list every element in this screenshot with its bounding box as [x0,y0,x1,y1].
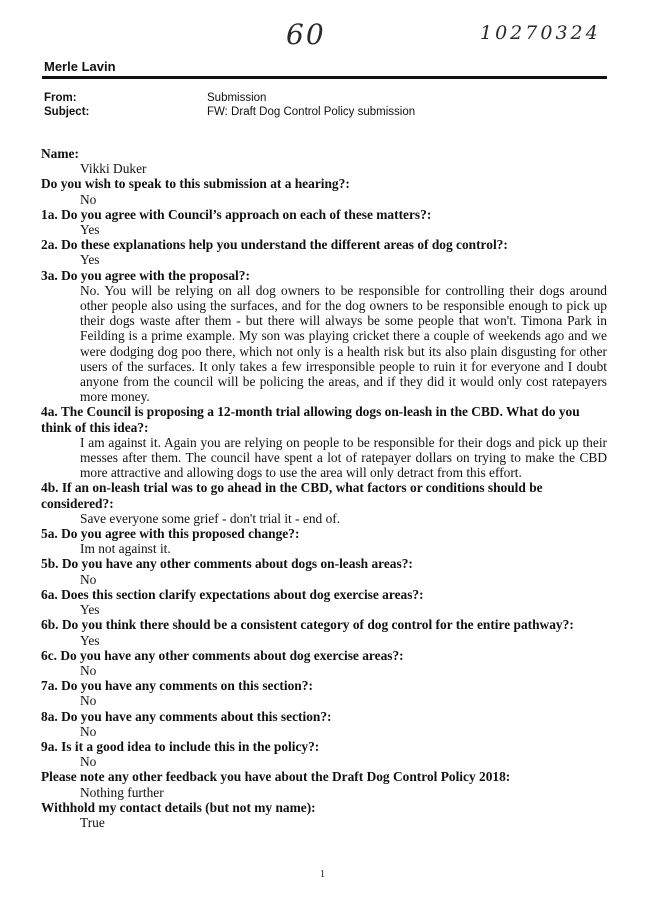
answer-4a: I am against it. Again you are relying on people to be responsible for their dogs and pick up their messes after them. The council have spent a lot of ratepayer dollars on trying to make the CBD more attractive and allowing dogs to use the area will only detract from this effort. [80,434,607,481]
question-6b: 6b. Do you think there should be a consistent category of dog control for the entire pathway?: [41,617,574,633]
handwritten-reference-number: 10270324 [480,22,601,44]
sender-name: Merle Lavin [44,59,116,74]
question-2a: 2a. Do these explanations help you understand the different areas of dog control?: [41,237,508,253]
question-3a: 3a. Do you agree with the proposal?: [41,267,250,283]
handwritten-page-number: 60 [286,18,326,51]
question-8a: 8a. Do you have any comments about this section?: [41,708,332,724]
answer-4b: Save everyone some grief - don't trial it - end of. [80,510,341,526]
answer-8a: No [80,723,97,739]
answer-5a: Im not against it. [80,541,171,557]
name-value: Vikki Duker [80,161,147,177]
withhold-question: Withhold my contact details (but not my name): [41,799,316,815]
hearing-answer: No [80,191,97,207]
answer-9a: No [80,754,97,770]
feedback-question: Please note any other feedback you have about the Draft Dog Control Policy 2018: [41,769,511,785]
answer-6b: Yes [80,632,100,648]
question-1a: 1a. Do you agree with Council’s approach on each of these matters?: [41,206,432,222]
header-divider [42,76,607,79]
from-label: From: [44,92,77,104]
subject-label: Subject: [44,106,90,118]
question-4b: 4b. If an on-leash trial was to go ahead in the CBD, what factors or conditions should be considered?: [41,480,543,511]
feedback-answer: Nothing further [80,784,164,800]
from-value: Submission [207,92,267,104]
question-6a: 6a. Does this section clarify expectations about dog exercise areas?: [41,586,424,602]
hearing-question: Do you wish to speak to this submission at a hearing?: [41,176,350,192]
answer-1a: Yes [80,222,100,238]
question-4a: 4a. The Council is proposing a 12-month trial allowing dogs on-leash in the CBD. What do you think of this idea?: [41,404,580,435]
answer-6c: No [80,662,97,678]
answer-2a: Yes [80,252,100,268]
question-7a: 7a. Do you have any comments on this section?: [41,678,313,694]
subject-value: FW: Draft Dog Control Policy submission [207,106,416,118]
withhold-answer: True [80,814,105,830]
answer-6a: Yes [80,602,100,618]
page-number: 1 [320,869,325,880]
answer-5b: No [80,571,97,587]
question-5b: 5b. Do you have any other comments about dogs on-leash areas?: [41,556,413,572]
question-9a: 9a. Is it a good idea to include this in the policy?: [41,738,320,754]
answer-7a: No [80,693,97,709]
answer-3a: No. You will be relying on all dog owners to be responsible for controlling their dogs around other people also using the surfaces, and for the dog owners to be responsible enough to pick up their dogs waste after them - but there will always be some people that won't. Timona Park in Feilding is a prime example. My son was playing cricket there a couple of weekends ago and we were dodging dog poo there, which not only is a health risk but its also plain disgusting for other users of the surfaces. It only takes a few irresponsible people to ruin it for everyone and I doubt anyone from the council will be policing the areas, and if they did it would only cost ratepayers more money. [80,282,607,405]
question-5a: 5a. Do you agree with this proposed change?: [41,526,300,542]
name-label: Name: [41,146,79,161]
submission-form [41,146,607,830]
question-6c: 6c. Do you have any other comments about dog exercise areas?: [41,647,404,663]
